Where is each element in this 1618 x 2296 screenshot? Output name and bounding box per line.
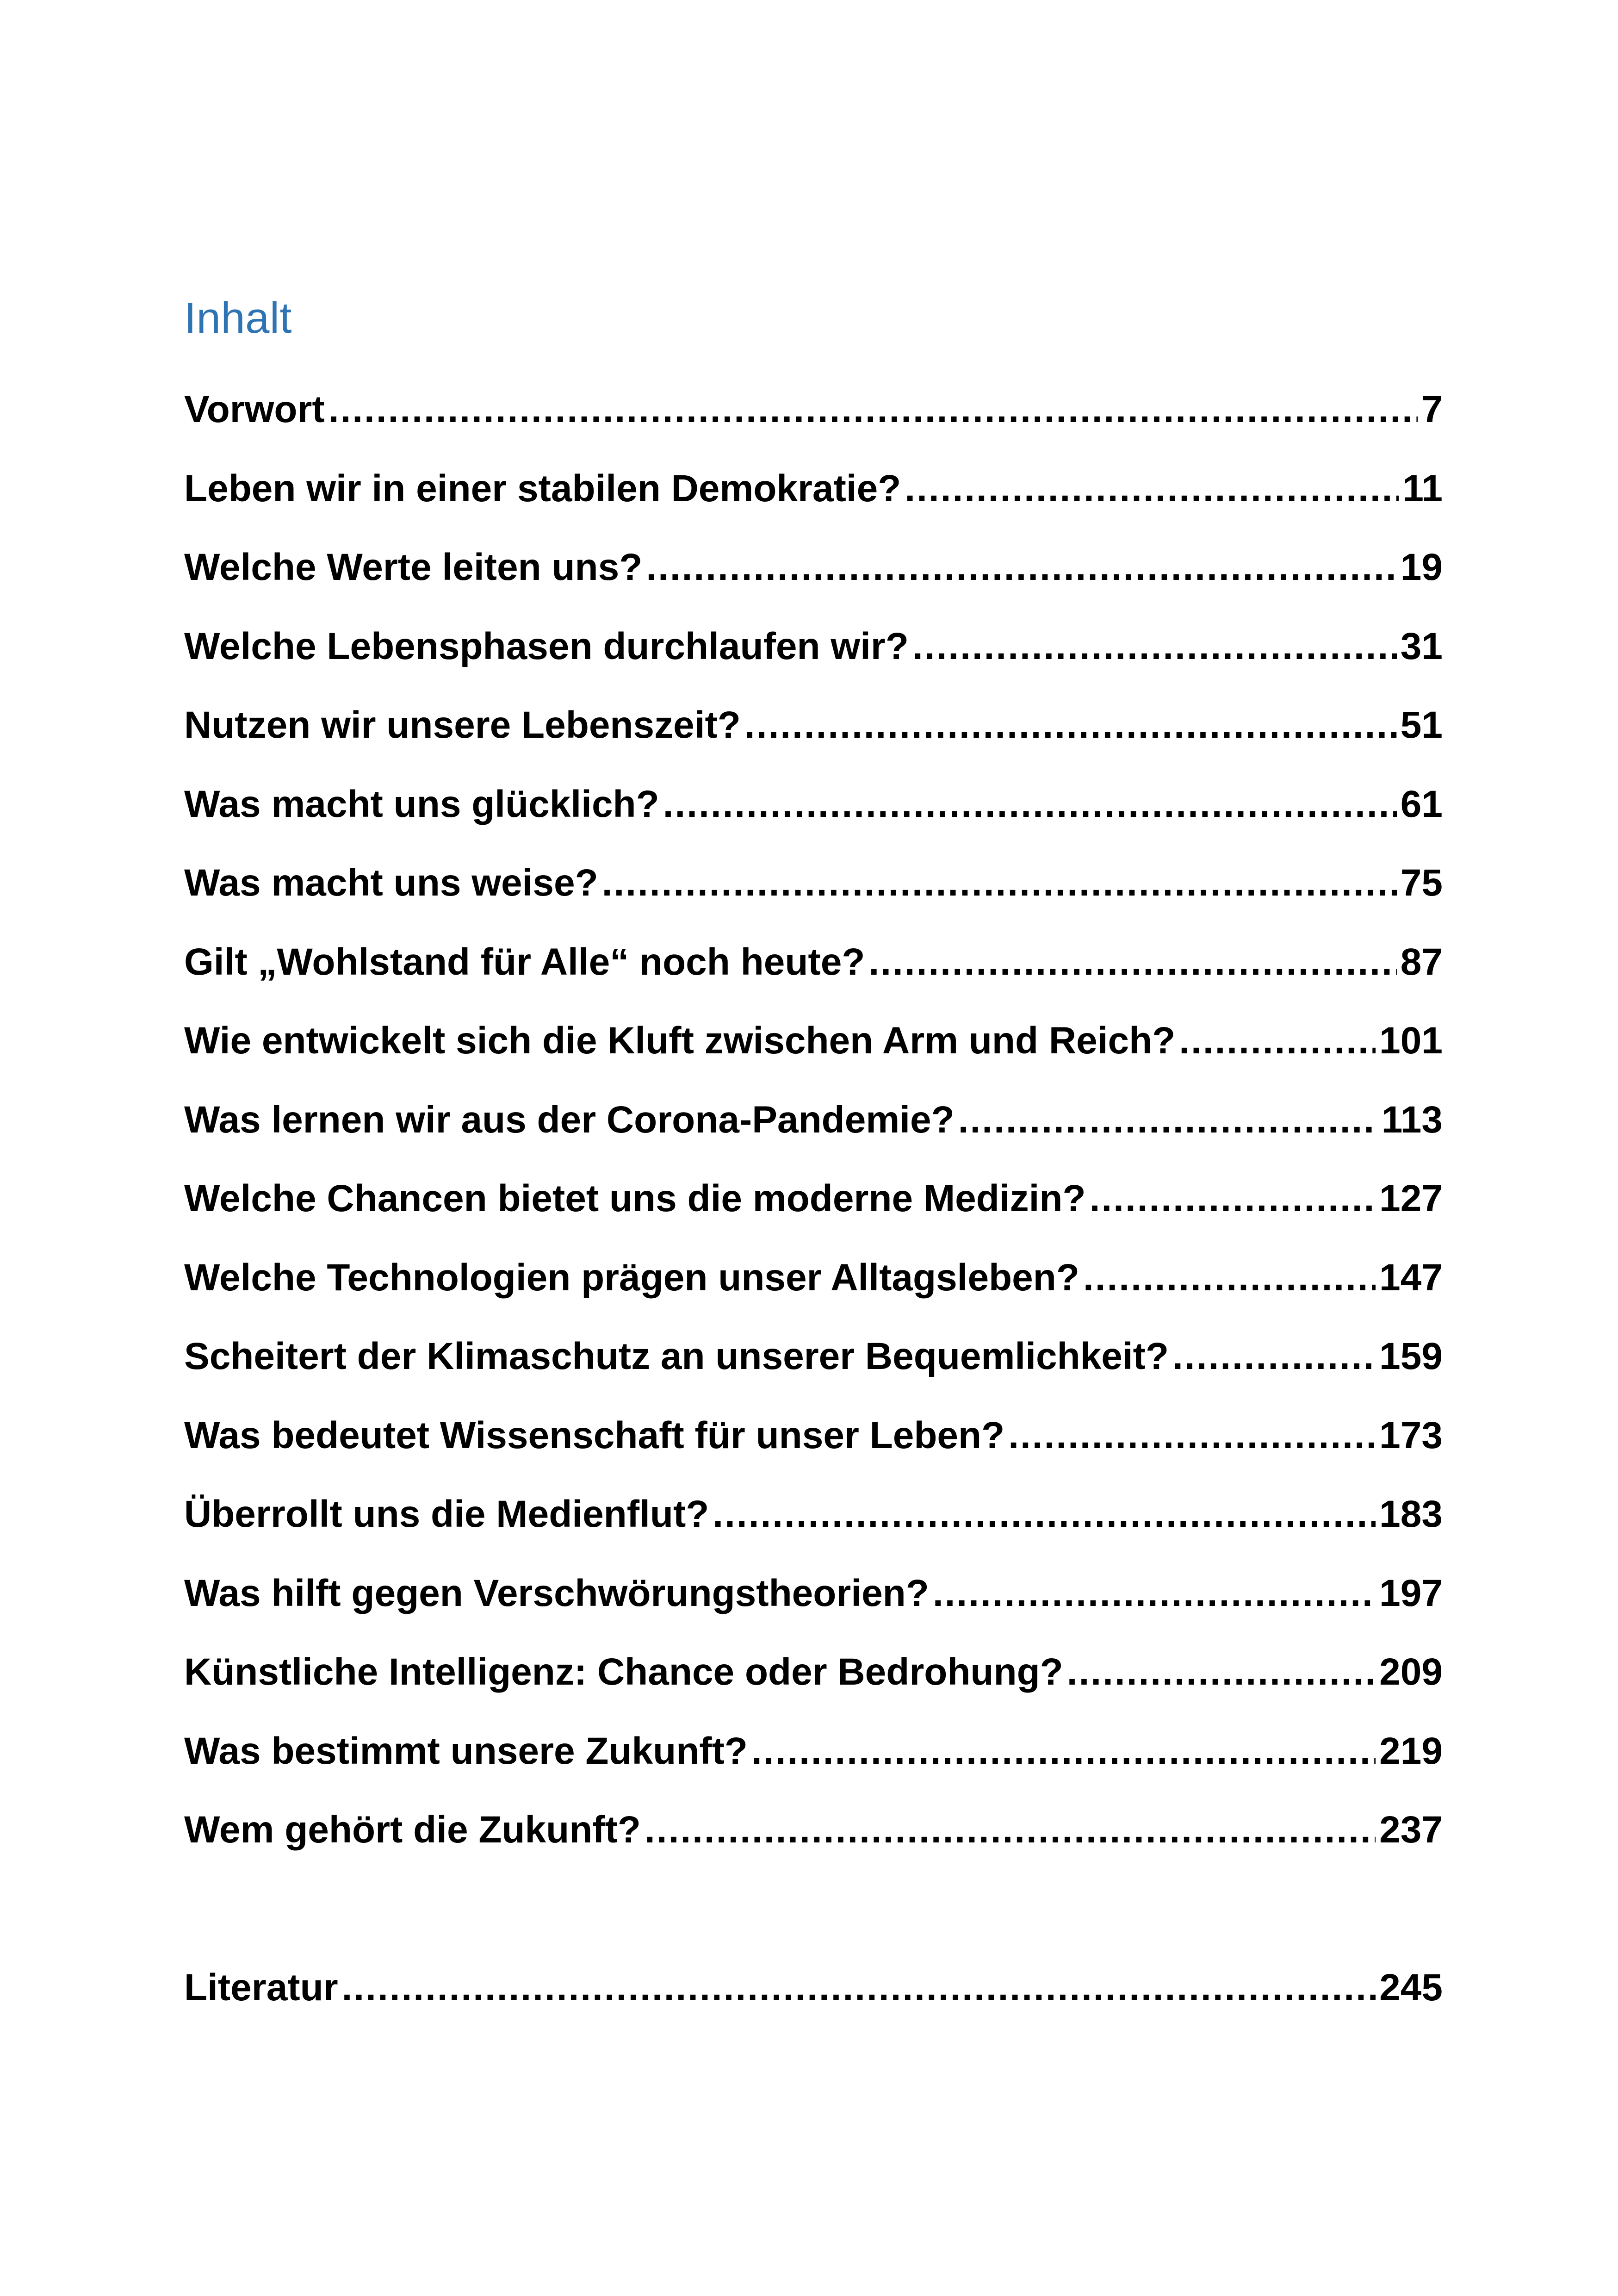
toc-entry[interactable]	[184, 844, 1443, 923]
toc-entry[interactable]	[184, 607, 1443, 686]
toc-dot-leader	[602, 844, 1397, 922]
toc-dot-leader	[1067, 1633, 1376, 1711]
toc-entry-title: Vorwort	[184, 388, 325, 430]
toc-entry-page: 87	[1400, 940, 1443, 983]
toc-entry[interactable]	[184, 1475, 1443, 1554]
toc-entry-page: 183	[1379, 1493, 1443, 1535]
toc-entry-title: Gilt „Wohlstand für Alle“ noch heute?	[184, 940, 865, 983]
toc-entry-title: Was lernen wir aus der Corona-Pandemie?	[184, 1098, 955, 1141]
toc-entry-page: 61	[1400, 783, 1443, 825]
toc-dot-leader	[645, 1791, 1376, 1869]
toc-entry-page: 113	[1381, 1098, 1443, 1141]
toc-entry[interactable]	[184, 1554, 1443, 1633]
toc-entry-title: Künstliche Intelligenz: Chance oder Bedrohung?	[184, 1651, 1063, 1693]
toc-dot-leader	[1179, 1002, 1376, 1080]
toc-entry-page: 11	[1402, 467, 1443, 510]
toc-dot-leader	[1083, 1238, 1376, 1317]
toc-dot-leader	[1008, 1396, 1376, 1475]
toc-entry-page: 147	[1379, 1256, 1443, 1299]
toc-entry-page: 51	[1400, 704, 1443, 746]
toc-entry[interactable]	[184, 1238, 1443, 1318]
toc-entry-title: Wie entwickelt sich die Kluft zwischen Arm und Reich?	[184, 1020, 1176, 1062]
toc-list	[184, 370, 1443, 2027]
toc-dot-leader	[646, 528, 1396, 607]
toc-entry-title: Scheitert der Klimaschutz an unserer Bequemlichkeit?	[184, 1335, 1169, 1377]
toc-dot-leader	[329, 370, 1418, 449]
toc-entry-title: Literatur	[184, 1966, 338, 2009]
toc-dot-leader	[713, 1475, 1376, 1554]
toc-dot-leader	[744, 686, 1397, 765]
toc-entry-title: Welche Technologien prägen unser Alltagsleben?	[184, 1256, 1079, 1299]
toc-entry-title: Leben wir in einer stabilen Demokratie?	[184, 467, 901, 510]
toc-entry-title: Wem gehört die Zukunft?	[184, 1809, 641, 1851]
toc-dot-leader	[751, 1712, 1376, 1791]
toc-entry-page: 209	[1379, 1651, 1443, 1693]
toc-entry[interactable]	[184, 923, 1443, 1002]
toc-dot-leader	[663, 765, 1397, 844]
toc-entry[interactable]	[184, 1791, 1443, 1870]
toc-entry-title: Was macht uns glücklich?	[184, 783, 659, 825]
toc-entry-title: Welche Chancen bietet uns die moderne Medizin?	[184, 1177, 1086, 1220]
toc-dot-leader	[912, 607, 1397, 686]
toc-entry-title: Was hilft gegen Verschwörungstheorien?	[184, 1572, 929, 1614]
toc-entry[interactable]	[184, 1712, 1443, 1791]
toc-entry-title: Was bedeutet Wissenschaft für unser Leben?	[184, 1414, 1005, 1456]
toc-entry-page: 197	[1379, 1572, 1443, 1614]
toc-entry[interactable]	[184, 1081, 1443, 1160]
toc-entry[interactable]	[184, 765, 1443, 844]
toc-entry-title: Welche Werte leiten uns?	[184, 546, 643, 588]
toc-entry-page: 101	[1379, 1020, 1443, 1062]
toc-entry-title: Überrollt uns die Medienflut?	[184, 1493, 709, 1535]
toc-entry-title: Was macht uns weise?	[184, 862, 598, 904]
toc-entry[interactable]	[184, 1317, 1443, 1396]
toc-entry[interactable]	[184, 1002, 1443, 1081]
toc-entry[interactable]	[184, 686, 1443, 765]
toc-entry[interactable]	[184, 1396, 1443, 1475]
toc-entry-page: 31	[1400, 625, 1443, 667]
toc-dot-leader	[905, 449, 1399, 528]
toc-entry-literatur[interactable]	[184, 1948, 1443, 2028]
toc-entry[interactable]	[184, 528, 1443, 607]
toc-entry-page: 245	[1379, 1966, 1443, 2009]
toc-entry-page: 75	[1400, 862, 1443, 904]
toc-dot-leader	[1090, 1159, 1376, 1238]
toc-entry[interactable]	[184, 1633, 1443, 1712]
toc-entry-page: 219	[1379, 1730, 1443, 1772]
toc-dot-leader	[868, 923, 1396, 1002]
toc-entry[interactable]	[184, 449, 1443, 529]
toc-entry-page: 159	[1379, 1335, 1443, 1377]
toc-dot-leader	[1172, 1317, 1376, 1396]
toc-entry-title: Nutzen wir unsere Lebenszeit?	[184, 704, 741, 746]
toc-entry-page: 237	[1379, 1809, 1443, 1851]
toc-entry-title: Was bestimmt unsere Zukunft?	[184, 1730, 748, 1772]
toc-entry[interactable]	[184, 1159, 1443, 1238]
toc-dot-leader	[933, 1554, 1376, 1633]
toc-entry-page: 173	[1379, 1414, 1443, 1456]
toc-entry-title: Welche Lebensphasen durchlaufen wir?	[184, 625, 909, 667]
toc-entry-page: 7	[1421, 388, 1443, 430]
toc-dot-leader	[958, 1081, 1378, 1159]
toc-entry[interactable]	[184, 370, 1443, 449]
toc-dot-leader	[342, 1948, 1376, 2027]
toc-heading: Inhalt	[184, 293, 292, 342]
toc-entry-page: 127	[1379, 1177, 1443, 1220]
toc-entry-page: 19	[1400, 546, 1443, 588]
